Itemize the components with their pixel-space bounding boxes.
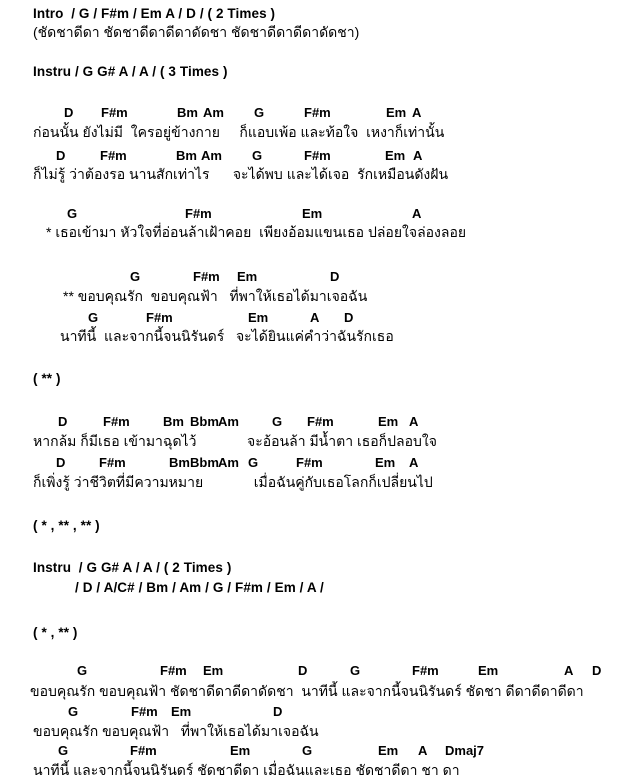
chord: G <box>77 663 88 678</box>
lyric-line: นาทีนี้ และจากนี้จนนิรันดร์ ชัดชาดีดา เมื่อฉันและเธอ ชัดชาดีดา ชา ดา <box>33 762 460 778</box>
chord: G <box>272 414 283 429</box>
chord: A <box>409 455 419 470</box>
lyric-line: ขอบคุณรัก ขอบคุณฟ้า ชัดชาดีดาดีดาดัดชา นาทีนี้ และจากนี้จนนิรันดร์ ชัดชา ดีดาดีดาดีดา <box>30 683 584 699</box>
chord: D <box>58 414 68 429</box>
chord: A <box>564 663 574 678</box>
chord: Bm <box>169 455 190 470</box>
chord: Em <box>248 310 269 325</box>
chord: Dmaj7 <box>445 743 485 758</box>
chord: F#m <box>146 310 173 325</box>
chord: F#m <box>304 148 331 163</box>
section-heading: Instru / G G# A / A / ( 3 Times ) <box>33 64 228 79</box>
chord: D <box>56 455 66 470</box>
chord: Am <box>218 455 239 470</box>
chord: Em <box>302 206 323 221</box>
chord-line <box>0 705 620 721</box>
chord: Bbm <box>190 455 219 470</box>
chord: A <box>413 148 423 163</box>
chord: D <box>330 269 340 284</box>
chord: F#m <box>99 455 126 470</box>
chord: G <box>252 148 263 163</box>
lyric-line: หากล้ม ก็มีเธอ เข้ามาฉุดไว้ จะอ้อนล้า มีน้ำตา เธอก็ปลอบใจ <box>33 433 437 449</box>
chord: F#m <box>412 663 439 678</box>
chord: D <box>298 663 308 678</box>
chord: G <box>88 310 99 325</box>
chord: Em <box>378 414 399 429</box>
chord: D <box>344 310 354 325</box>
chord: F#m <box>131 704 158 719</box>
chord: F#m <box>101 105 128 120</box>
chord: G <box>67 206 78 221</box>
chord: Am <box>218 414 239 429</box>
lyric-line: (ชัดชาดีดา ชัดชาดีดาดีดาดัดชา ชัดชาดีดาดีดาดัดชา) <box>33 24 360 40</box>
chord: F#m <box>185 206 212 221</box>
chord: G <box>350 663 361 678</box>
section-heading: ( * , ** ) <box>33 625 78 640</box>
chord: A <box>310 310 320 325</box>
lyric-line: ก็เพิ่งรู้ ว่าชีวิตที่มีความหมาย เมื่อฉันคู่กับเธอโลกก็เปลี่ยนไป <box>33 474 433 490</box>
section-heading: ( * , ** , ** ) <box>33 518 100 533</box>
chord: F#m <box>160 663 187 678</box>
chord: A <box>412 206 422 221</box>
chord: D <box>273 704 283 719</box>
chord-line <box>0 311 620 327</box>
chord: D <box>56 148 66 163</box>
chord: A <box>418 743 428 758</box>
chord: Em <box>203 663 224 678</box>
chord: Bm <box>163 414 184 429</box>
lyric-line: นาทีนี้ และจากนี้จนนิรันดร์ จะได้ยินแค่คำว่าฉันรักเธอ <box>60 328 394 344</box>
chord: Em <box>237 269 258 284</box>
chord-line <box>0 106 620 122</box>
chord: F#m <box>103 414 130 429</box>
chord-line <box>0 456 620 472</box>
chord: G <box>68 704 79 719</box>
chord: F#m <box>100 148 127 163</box>
chord: G <box>254 105 265 120</box>
chord: Bm <box>176 148 197 163</box>
chord: Em <box>385 148 406 163</box>
chord: Bm <box>177 105 198 120</box>
section-heading: Instru / G G# A / A / ( 2 Times ) <box>33 560 232 575</box>
lyric-line: ** ขอบคุณรัก ขอบคุณฟ้า ที่พาให้เธอได้มาเจอฉัน <box>63 288 368 304</box>
chord: Em <box>386 105 407 120</box>
lyric-line: ก่อนนั้น ยังไม่มี ใครอยู่ข้างกาย ก็แอบเพ้อ และท้อใจ เหงาก็เท่านั้น <box>33 124 445 140</box>
chord: A <box>412 105 422 120</box>
chord-line <box>0 664 620 680</box>
chord: D <box>592 663 602 678</box>
section-heading: Intro / G / F#m / Em A / D / ( 2 Times ) <box>33 6 276 21</box>
chord: F#m <box>193 269 220 284</box>
section-heading: / D / A/C# / Bm / Am / G / F#m / Em / A / <box>75 580 324 595</box>
lyric-line: ขอบคุณรัก ขอบคุณฟ้า ที่พาให้เธอได้มาเจอฉัน <box>33 723 319 739</box>
chord: G <box>58 743 69 758</box>
chord: Em <box>375 455 396 470</box>
chord: F#m <box>307 414 334 429</box>
section-heading: ( ** ) <box>33 371 61 386</box>
chord-line <box>0 744 620 760</box>
chord: Em <box>171 704 192 719</box>
chord: Am <box>203 105 224 120</box>
chord: A <box>409 414 419 429</box>
chord: Em <box>230 743 251 758</box>
chord: F#m <box>296 455 323 470</box>
chord: G <box>302 743 313 758</box>
chord: G <box>248 455 259 470</box>
chord-line <box>0 207 620 223</box>
chord: F#m <box>130 743 157 758</box>
chord: Em <box>478 663 499 678</box>
chord-line <box>0 415 620 431</box>
chord: Am <box>201 148 222 163</box>
chord: F#m <box>304 105 331 120</box>
chord: D <box>64 105 74 120</box>
chord: Bbm <box>190 414 219 429</box>
lyric-line: ก็ไม่รู้ ว่าต้องรอ นานสักเท่าไร จะได้พบ และได้เจอ รักเหมือนดังฝัน <box>33 166 449 182</box>
chord-line <box>0 270 620 286</box>
chord: Em <box>378 743 399 758</box>
chord-line <box>0 149 620 165</box>
chord: G <box>130 269 141 284</box>
lyric-line: * เธอเข้ามา หัวใจที่อ่อนล้าเฝ้าคอย เพียงอ้อมแขนเธอ ปล่อยใจล่องลอย <box>46 224 467 240</box>
